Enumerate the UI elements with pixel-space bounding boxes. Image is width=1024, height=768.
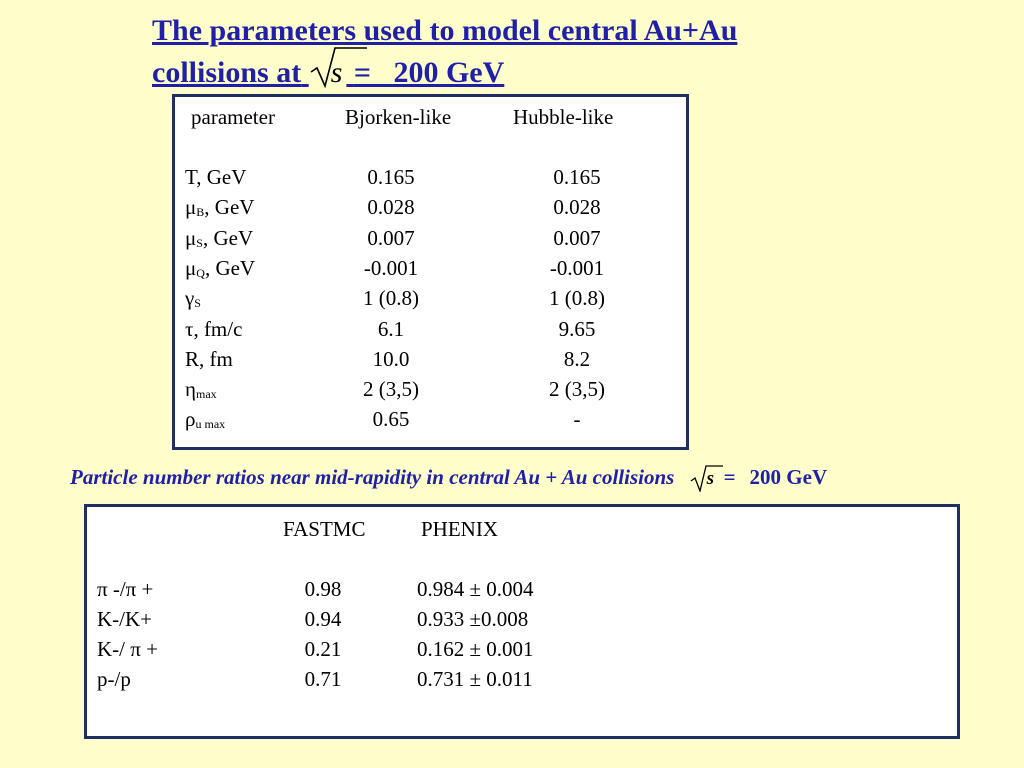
param-bjorken-value: 10.0 (372, 346, 410, 371)
param-hubble-value: 1 (0.8) (549, 286, 605, 311)
parameters-table (172, 94, 689, 450)
param-label: $\eta_{max}$ (185, 377, 217, 402)
param-hubble-value: 8.2 (563, 346, 591, 371)
header-hubble: Hubble-like (513, 105, 614, 129)
ratio-phenix-value: 0.731 ± 0.011 (417, 667, 533, 691)
param-hubble-value: 0.165 (553, 165, 601, 189)
header-fastmc: FASTMC (283, 517, 366, 541)
param-label: $\gamma_S$ (185, 286, 201, 311)
param-bjorken-value: 6.1 (377, 316, 405, 341)
param-label: R, fm (185, 346, 233, 371)
sqrt-s-symbol (331, 52, 343, 94)
ratio-phenix-value: 0.162 ± 0.001 (417, 637, 534, 661)
param-hubble-value: - (573, 407, 581, 432)
param-hubble-value: -0.001 (549, 255, 605, 280)
param-hubble-value: 9.65 (558, 316, 596, 341)
header-phenix: PHENIX (421, 517, 498, 541)
slide-title (152, 10, 832, 94)
sqrt-s-symbol-small (690, 464, 724, 492)
ratio-fastmc-value: 0.21 (304, 637, 342, 661)
param-label: $\rho_{u max}$ (185, 407, 226, 432)
param-hubble-value: 0.007 (553, 225, 601, 250)
param-bjorken-value: 0.028 (367, 195, 415, 220)
param-label: $\mu_B$, GeV (185, 195, 255, 220)
ratio-label: p-/p (97, 667, 131, 691)
title-line2-prefix: collisions at (152, 56, 302, 89)
ratio-label: π -/π + (97, 577, 154, 601)
ratio-fastmc-value: 0.98 (304, 577, 342, 601)
title-line1: The parameters used to model central Au+Au (152, 14, 738, 47)
ratio-fastmc-value: 0.94 (304, 607, 342, 631)
param-label: T, GeV (185, 165, 247, 189)
ratio-phenix-value: 0.933 ±0.008 (417, 607, 529, 631)
subtitle-energy: 200 GeV (749, 465, 828, 489)
param-hubble-value: 2 (3,5) (549, 377, 605, 402)
ratio-label: K-/ π + (97, 637, 158, 661)
title-line2-suffix: = 200 GeV (353, 56, 505, 89)
param-label: $\mu_Q$, GeV (185, 255, 256, 280)
sqrt-var: s (330, 56, 343, 89)
ratio-phenix-value: 0.984 ± 0.004 (417, 577, 534, 601)
param-hubble-value: 0.028 (553, 195, 601, 220)
param-bjorken-value: 0.65 (372, 407, 410, 432)
subtitle-text: Particle number ratios near mid-rapidity in central Au + Au collisions (70, 465, 675, 489)
ratios-subtitle (70, 464, 827, 492)
param-bjorken-value: 1 (0.8) (363, 286, 419, 311)
param-bjorken-value: 2 (3,5) (363, 377, 419, 402)
ratio-label: K-/K+ (97, 607, 153, 631)
ratios-table (84, 504, 960, 739)
radical-icon (309, 46, 369, 88)
param-bjorken-value: -0.001 (363, 255, 419, 280)
header-bjorken: Bjorken-like (345, 105, 452, 129)
param-label: $\mu_S$, GeV (185, 225, 254, 250)
header-parameter: parameter (191, 105, 275, 129)
param-bjorken-value: 0.165 (367, 165, 415, 189)
subtitle-sqrt-var: s (706, 468, 714, 489)
param-label: τ, fm/c (185, 316, 243, 341)
param-bjorken-value: 0.007 (367, 225, 415, 250)
subtitle-eq: = (723, 465, 736, 489)
ratio-fastmc-value: 0.71 (304, 667, 342, 691)
